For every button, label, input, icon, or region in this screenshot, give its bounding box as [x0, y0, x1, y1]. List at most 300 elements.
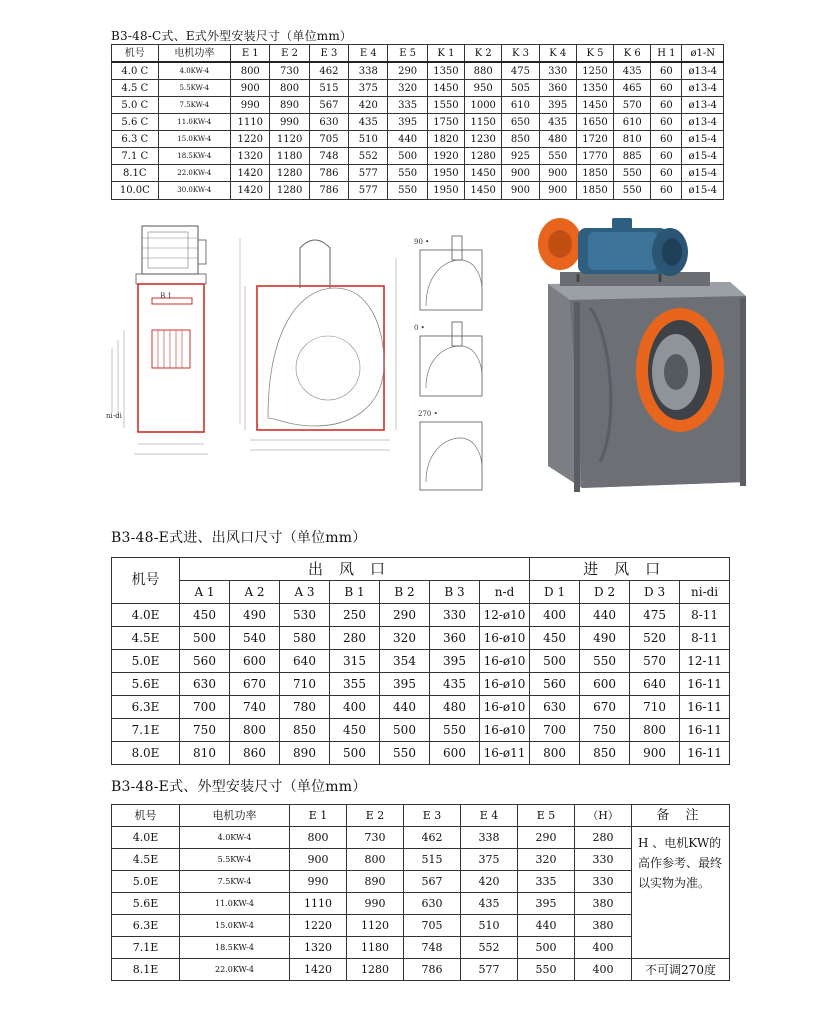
table-cell: 1120: [270, 131, 309, 148]
table-cell: 800: [270, 80, 309, 97]
column-header: H 1: [651, 45, 682, 63]
table-cell: 1230: [465, 131, 502, 148]
table-cell: 900: [502, 165, 539, 182]
table-cell: 380: [575, 893, 632, 915]
table3-title: B3-48-E式、外型安装尺寸（单位mm）: [111, 779, 367, 795]
table-row: [112, 959, 730, 981]
fan-product-image: [530, 212, 770, 504]
dimensions-table-c-e: [111, 44, 724, 200]
table-cell: 550: [518, 959, 575, 981]
table-cell: 880: [465, 62, 502, 80]
table-cell: 552: [349, 148, 388, 165]
table-cell: 786: [309, 165, 348, 182]
table-cell: 330: [575, 871, 632, 893]
table-cell: 748: [404, 937, 461, 959]
column-header: E 3: [309, 45, 348, 63]
table-cell: 1770: [576, 148, 613, 165]
table-cell: 900: [539, 182, 576, 200]
model-header: 机号: [112, 558, 180, 604]
table-cell: 354: [380, 650, 430, 673]
table-cell: 1450: [427, 80, 464, 97]
table-cell: 500: [388, 148, 427, 165]
table-group-header-row: [112, 558, 730, 581]
table-cell: 8.0E: [112, 742, 180, 765]
table-cell: 60: [651, 62, 682, 80]
table-cell: 900: [290, 849, 347, 871]
table1-title: B3-48-C式、E式外型安装尺寸（单位mm）: [111, 29, 353, 43]
table-cell: 330: [539, 62, 576, 80]
technical-drawings: [100, 218, 520, 498]
table-cell: 500: [330, 742, 380, 765]
table-cell: 10.0C: [112, 182, 159, 200]
table-cell: 1920: [427, 148, 464, 165]
table-cell: 800: [230, 719, 280, 742]
table-cell: 860: [230, 742, 280, 765]
table-cell: 990: [290, 871, 347, 893]
table-cell: 60: [651, 131, 682, 148]
table-cell: 1820: [427, 131, 464, 148]
table-cell: 1420: [231, 182, 270, 200]
table-row: [112, 696, 730, 719]
table-cell: 7.1 C: [112, 148, 159, 165]
table-cell: 400: [330, 696, 380, 719]
table-cell: 1320: [231, 148, 270, 165]
table-cell: 1650: [576, 114, 613, 131]
table-cell: 15.0KW-4: [180, 915, 290, 937]
column-header: D 1: [530, 581, 580, 604]
column-header: ø1-N: [682, 45, 724, 63]
table-cell: 16-11: [680, 673, 730, 696]
table-cell: 280: [330, 627, 380, 650]
table-cell: 900: [539, 165, 576, 182]
table-cell: 16-ø10: [480, 627, 530, 650]
table-cell: 1180: [270, 148, 309, 165]
table-row: [112, 148, 724, 165]
table-cell: 1000: [465, 97, 502, 114]
table-cell: 630: [530, 696, 580, 719]
table-cell: 4.5E: [112, 849, 180, 871]
table-cell: 475: [502, 62, 539, 80]
table-cell: 1950: [427, 182, 464, 200]
table-cell: 705: [309, 131, 348, 148]
table-cell: 570: [614, 97, 651, 114]
table-cell: 1720: [576, 131, 613, 148]
table-cell: 850: [580, 742, 630, 765]
table-cell: 1850: [576, 165, 613, 182]
table-cell: 5.6E: [112, 893, 180, 915]
column-header: K 4: [539, 45, 576, 63]
table-cell: 630: [404, 893, 461, 915]
table-cell: 395: [518, 893, 575, 915]
table-cell: 550: [614, 182, 651, 200]
column-header: E 4: [349, 45, 388, 63]
table-cell: 1450: [576, 97, 613, 114]
table-cell: 500: [518, 937, 575, 959]
table-cell: 16-ø10: [480, 650, 530, 673]
table-cell: 530: [280, 604, 330, 627]
table-cell: 577: [349, 165, 388, 182]
table-cell: 435: [539, 114, 576, 131]
side-view-drawing: [240, 238, 396, 450]
table-cell: 4.0E: [112, 827, 180, 849]
table-cell: 550: [539, 148, 576, 165]
column-header: A 3: [280, 581, 330, 604]
table-cell: 7.5KW-4: [180, 871, 290, 893]
table-cell: 375: [349, 80, 388, 97]
table-cell: 395: [388, 114, 427, 131]
table-cell: 4.5 C: [112, 80, 159, 97]
table-cell: 800: [347, 849, 404, 871]
table-cell: 900: [630, 742, 680, 765]
table-cell: 550: [388, 182, 427, 200]
table-cell: 1350: [427, 62, 464, 80]
table-cell: 500: [180, 627, 230, 650]
column-header: E 1: [290, 805, 347, 827]
table-cell: 580: [280, 627, 330, 650]
table-cell: 12-11: [680, 650, 730, 673]
table-cell: 355: [330, 673, 380, 696]
table-cell: 510: [349, 131, 388, 148]
column-header: A 1: [180, 581, 230, 604]
table-cell: 500: [530, 650, 580, 673]
table-row: [112, 62, 724, 80]
table-cell: 435: [349, 114, 388, 131]
table-cell: ø15-4: [682, 165, 724, 182]
table-cell: 4.0E: [112, 604, 180, 627]
table-cell: 800: [231, 62, 270, 80]
table-cell: 450: [330, 719, 380, 742]
column-header: E 3: [404, 805, 461, 827]
table-cell: 800: [290, 827, 347, 849]
table-cell: 16-11: [680, 719, 730, 742]
table-cell: 1450: [465, 165, 502, 182]
table-cell: 440: [518, 915, 575, 937]
table-subheader-row: [112, 581, 730, 604]
inlet-header: 进风口: [530, 558, 730, 581]
table-cell: 395: [380, 673, 430, 696]
table-cell: 705: [404, 915, 461, 937]
table-cell: 515: [404, 849, 461, 871]
table-cell: ø15-4: [682, 182, 724, 200]
table-cell: 16-ø11: [480, 742, 530, 765]
table-cell: 16-ø10: [480, 696, 530, 719]
column-header: E 2: [347, 805, 404, 827]
table-cell: 440: [580, 604, 630, 627]
table-cell: 5.5KW-4: [158, 80, 230, 97]
table-cell: 11.0KW-4: [158, 114, 230, 131]
table-cell: 630: [180, 673, 230, 696]
table-cell: 510: [461, 915, 518, 937]
table-cell: 7.1E: [112, 719, 180, 742]
table-cell: 18.5KW-4: [180, 937, 290, 959]
table-cell: 890: [270, 97, 309, 114]
column-header: E 5: [518, 805, 575, 827]
table-cell: 15.0KW-4: [158, 131, 230, 148]
table-cell: 1850: [576, 182, 613, 200]
table-cell: 8-11: [680, 627, 730, 650]
table-cell: 335: [518, 871, 575, 893]
column-header: K 5: [576, 45, 613, 63]
table-cell: 700: [530, 719, 580, 742]
table-cell: 1450: [465, 182, 502, 200]
angle-0-label: 0 •: [414, 324, 425, 332]
table-cell: 6.3E: [112, 696, 180, 719]
table-cell: 550: [380, 742, 430, 765]
table-cell: 640: [630, 673, 680, 696]
table-cell: 7.5KW-4: [158, 97, 230, 114]
table-cell: 5.0 C: [112, 97, 159, 114]
table-cell: 630: [309, 114, 348, 131]
table-cell: 330: [575, 849, 632, 871]
table-cell: 786: [404, 959, 461, 981]
table-cell: 60: [651, 80, 682, 97]
table-cell: 290: [518, 827, 575, 849]
table-cell: 338: [461, 827, 518, 849]
table-cell: 420: [461, 871, 518, 893]
table-cell: 462: [404, 827, 461, 849]
table-cell: 12-ø10: [480, 604, 530, 627]
table-cell: 435: [430, 673, 480, 696]
table-cell: 1250: [576, 62, 613, 80]
table-cell: 570: [630, 650, 680, 673]
table-cell: 640: [280, 650, 330, 673]
table-cell: 320: [380, 627, 430, 650]
table-cell: 30.0KW-4: [158, 182, 230, 200]
table-cell: 1220: [231, 131, 270, 148]
table-cell: 750: [580, 719, 630, 742]
table-row: [112, 742, 730, 765]
table-cell: 16-11: [680, 696, 730, 719]
table-cell: 1280: [270, 165, 309, 182]
table-cell: 710: [280, 673, 330, 696]
table-cell: 400: [530, 604, 580, 627]
table-cell: 1180: [347, 937, 404, 959]
table-cell: 60: [651, 97, 682, 114]
table-cell: 360: [539, 80, 576, 97]
table-cell: 330: [430, 604, 480, 627]
column-header: D 3: [630, 581, 680, 604]
column-header: 备 注: [632, 805, 730, 827]
table-cell: 60: [651, 182, 682, 200]
remark-note: H 、电机KW的高作参考、最终以实物为准。: [632, 827, 730, 959]
table-cell: 335: [388, 97, 427, 114]
table-row: [112, 182, 724, 200]
table-cell: 1320: [290, 937, 347, 959]
table-row: [112, 627, 730, 650]
table-cell: 710: [630, 696, 680, 719]
table-cell: 290: [380, 604, 430, 627]
table-cell: 16-ø10: [480, 673, 530, 696]
table-cell: 4.0 C: [112, 62, 159, 80]
table-cell: 290: [388, 62, 427, 80]
table-cell: 480: [539, 131, 576, 148]
table-cell: 450: [530, 627, 580, 650]
table-cell: 850: [502, 131, 539, 148]
column-header: 电机功率: [158, 45, 230, 63]
table-cell: 1120: [347, 915, 404, 937]
table-cell: 280: [575, 827, 632, 849]
table-cell: 567: [309, 97, 348, 114]
table-cell: 380: [575, 915, 632, 937]
table-row: [112, 827, 730, 849]
table-row: [112, 604, 730, 627]
table-cell: 600: [230, 650, 280, 673]
table-header-row: [112, 805, 730, 827]
table-cell: 560: [530, 673, 580, 696]
column-header: K 2: [465, 45, 502, 63]
table-cell: 515: [309, 80, 348, 97]
table-cell: 925: [502, 148, 539, 165]
table-cell: 1420: [231, 165, 270, 182]
table-cell: 885: [614, 148, 651, 165]
table-cell: 990: [270, 114, 309, 131]
table-cell: 500: [380, 719, 430, 742]
table-cell: 1220: [290, 915, 347, 937]
table-row: [112, 165, 724, 182]
table-cell: 780: [280, 696, 330, 719]
table-cell: 800: [530, 742, 580, 765]
table-cell: 550: [388, 165, 427, 182]
table-cell: 610: [614, 114, 651, 131]
table-cell: 950: [465, 80, 502, 97]
column-header: K 3: [502, 45, 539, 63]
table-cell: 577: [349, 182, 388, 200]
table-cell: 490: [230, 604, 280, 627]
table-row: [112, 131, 724, 148]
table-cell: 1110: [231, 114, 270, 131]
table-cell: 810: [180, 742, 230, 765]
table-cell: ø15-4: [682, 131, 724, 148]
table-cell: 60: [651, 165, 682, 182]
table-cell: 730: [347, 827, 404, 849]
angle-270-label: 270 •: [418, 410, 438, 418]
table-cell: 600: [430, 742, 480, 765]
table-cell: ø15-4: [682, 148, 724, 165]
table-cell: 6.3E: [112, 915, 180, 937]
table-cell: 8-11: [680, 604, 730, 627]
front-view-drawing: [106, 226, 208, 454]
table-cell: 16-11: [680, 742, 730, 765]
table2-title: B3-48-E式进、出风口尺寸（单位mm）: [111, 530, 367, 546]
table-cell: 1550: [427, 97, 464, 114]
table-cell: 6.3 C: [112, 131, 159, 148]
table-cell: 748: [309, 148, 348, 165]
table-row: [112, 719, 730, 742]
table-cell: 475: [630, 604, 680, 627]
table-cell: 900: [231, 80, 270, 97]
table-cell: 730: [270, 62, 309, 80]
table-cell: 420: [349, 97, 388, 114]
table-cell: 550: [430, 719, 480, 742]
column-header: B 2: [380, 581, 430, 604]
table-cell: 1150: [465, 114, 502, 131]
table-cell: 8.1C: [112, 165, 159, 182]
column-header: A 2: [230, 581, 280, 604]
table-cell: 700: [180, 696, 230, 719]
outlet-header: 出风口: [180, 558, 530, 581]
column-header: 电机功率: [180, 805, 290, 827]
table-cell: 480: [430, 696, 480, 719]
column-header: n-d: [480, 581, 530, 604]
angle-90-label: 90 •: [414, 238, 430, 246]
table-cell: 567: [404, 871, 461, 893]
table-cell: 395: [430, 650, 480, 673]
table-cell: 786: [309, 182, 348, 200]
table-cell: 670: [230, 673, 280, 696]
table-cell: 60: [651, 114, 682, 131]
table-row: [112, 673, 730, 696]
table-cell: 7.1E: [112, 937, 180, 959]
column-header: 机号: [112, 805, 180, 827]
table-cell: 395: [539, 97, 576, 114]
b1-label: B 1: [160, 292, 172, 300]
table-cell: 315: [330, 650, 380, 673]
table-cell: 400: [575, 937, 632, 959]
table-row: [112, 114, 724, 131]
table-cell: 890: [280, 742, 330, 765]
column-header: D 2: [580, 581, 630, 604]
table-cell: 505: [502, 80, 539, 97]
table-cell: 600: [580, 673, 630, 696]
table-cell: 11.0KW-4: [180, 893, 290, 915]
column-header: ni-di: [680, 581, 730, 604]
table-cell: 435: [461, 893, 518, 915]
table-header-row: [112, 45, 724, 63]
table-cell: 1750: [427, 114, 464, 131]
table-cell: 5.0E: [112, 650, 180, 673]
table-cell: 5.6 C: [112, 114, 159, 131]
table-cell: 560: [180, 650, 230, 673]
table-row: [112, 97, 724, 114]
table-cell: ø13-4: [682, 114, 724, 131]
table-cell: 1280: [465, 148, 502, 165]
column-header: （H）: [575, 805, 632, 827]
table-cell: ø13-4: [682, 80, 724, 97]
table-cell: 60: [651, 148, 682, 165]
table-cell: 400: [575, 959, 632, 981]
table-cell: 5.6E: [112, 673, 180, 696]
column-header: 机号: [112, 45, 159, 63]
table-cell: 5.5KW-4: [180, 849, 290, 871]
table-cell: 16-ø10: [480, 719, 530, 742]
table-cell: 1280: [347, 959, 404, 981]
table-cell: 550: [614, 165, 651, 182]
table-cell: 440: [380, 696, 430, 719]
table-cell: 8.1E: [112, 959, 180, 981]
remark-last-row: 不可调270度: [632, 959, 730, 981]
table-cell: 22.0KW-4: [180, 959, 290, 981]
table-cell: 990: [231, 97, 270, 114]
table-cell: 5.0E: [112, 871, 180, 893]
table-cell: 670: [580, 696, 630, 719]
table-cell: 650: [502, 114, 539, 131]
table-cell: 520: [630, 627, 680, 650]
table-cell: 4.0KW-4: [180, 827, 290, 849]
column-header: B 3: [430, 581, 480, 604]
table-cell: 4.5E: [112, 627, 180, 650]
table-row: [112, 80, 724, 97]
table-cell: 550: [580, 650, 630, 673]
table-row: [112, 650, 730, 673]
table-cell: 990: [347, 893, 404, 915]
table-cell: 375: [461, 849, 518, 871]
table-cell: 552: [461, 937, 518, 959]
table-cell: 465: [614, 80, 651, 97]
table-cell: ø13-4: [682, 97, 724, 114]
table-cell: 320: [518, 849, 575, 871]
table-cell: 450: [180, 604, 230, 627]
table-cell: 435: [614, 62, 651, 80]
